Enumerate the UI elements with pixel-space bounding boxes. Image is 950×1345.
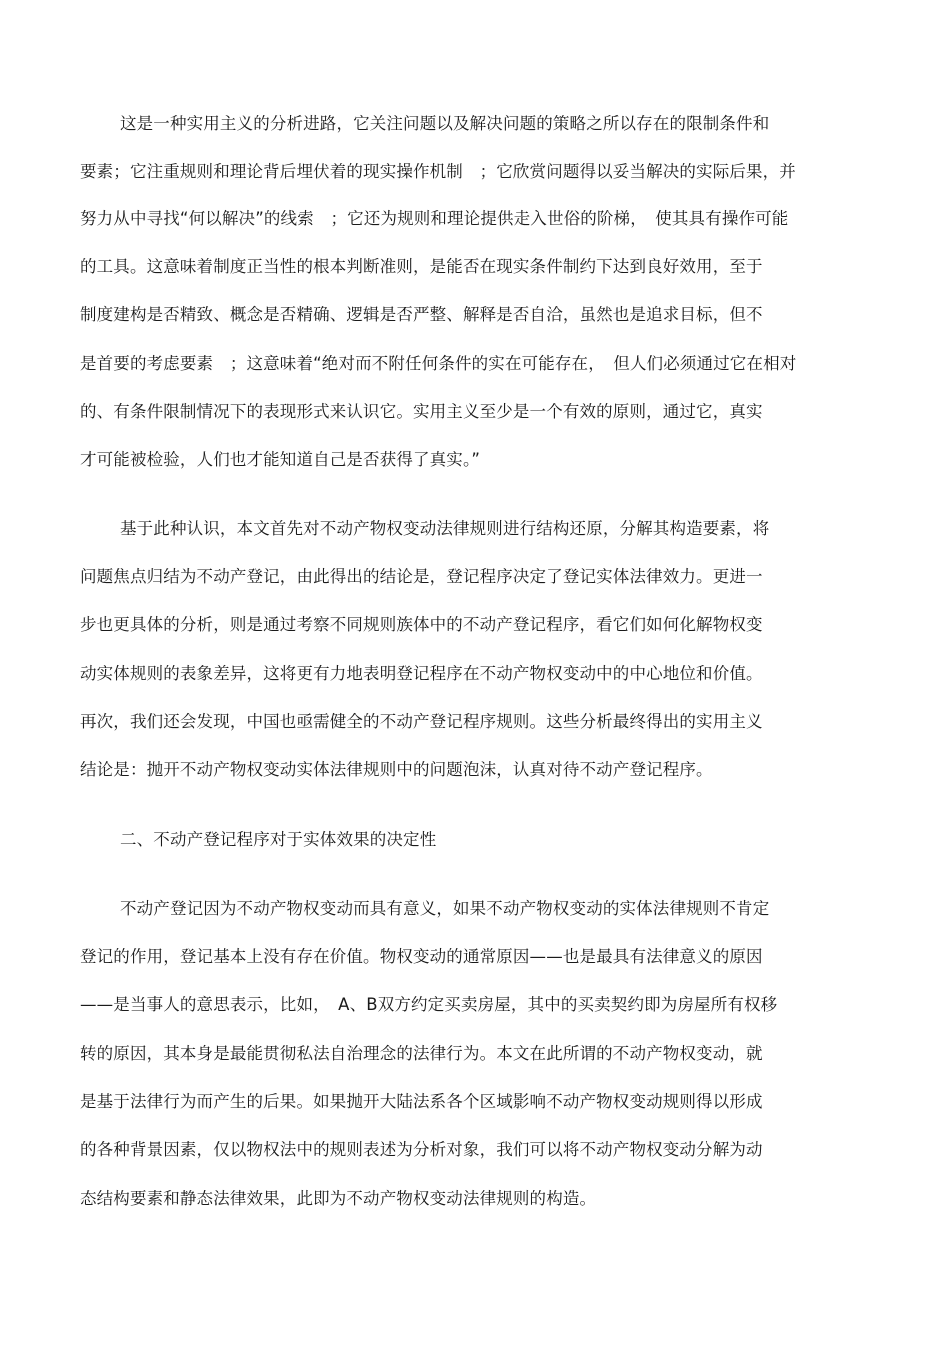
paragraph-line: 问题焦点归结为不动产登记，由此得出的结论是，登记程序决定了登记实体法律效力。更进一 xyxy=(80,567,763,586)
paragraph-line: 转的原因，其本身是最能贯彻私法自治理念的法律行为。本文在此所谓的不动产物权变动，就 xyxy=(80,1044,763,1063)
paragraph-line: 基于此种认识，本文首先对不动产物权变动法律规则进行结构还原，分解其构造要素，将 xyxy=(120,519,770,538)
paragraph-line: 的各种背景因素，仅以物权法中的规则表述为分析对象，我们可以将不动产物权变动分解为动 xyxy=(80,1140,763,1159)
paragraph-line: 动实体规则的表象差异，这将更有力地表明登记程序在不动产物权变动中的中心地位和价值。 xyxy=(80,664,763,683)
paragraph-line: 才可能被检验，人们也才能知道自己是否获得了真实。” xyxy=(80,450,481,469)
paragraph-line: 是基于法律行为而产生的后果。如果抛开大陆法系各个区域影响不动产物权变动规则得以形成 xyxy=(80,1092,763,1111)
paragraph-line: 是首要的考虑要素 ；这意味着“绝对而不附任何条件的实在可能存在， 但人们必须通过它在相对 xyxy=(80,354,797,373)
paragraph-line: 要素；它注重规则和理论背后埋伏着的现实操作机制 ；它欣赏问题得以妥当解决的实际后果，并 xyxy=(80,162,796,181)
paragraph-line: 步也更具体的分析，则是通过考察不同规则族体中的不动产登记程序，看它们如何化解物权变 xyxy=(80,615,763,634)
paragraph-line: 再次，我们还会发现，中国也亟需健全的不动产登记程序规则。这些分析最终得出的实用主义 xyxy=(80,712,763,731)
paragraph-line: 制度建构是否精致、概念是否精确、逻辑是否严整、解释是否自洽，虽然也是追求目标，但不 xyxy=(80,305,763,324)
paragraph-line: 不动产登记因为不动产物权变动而具有意义，如果不动产物权变动的实体法律规则不肯定 xyxy=(120,899,770,918)
section-heading: 二、不动产登记程序对于实体效果的决定性 xyxy=(120,830,437,849)
paragraph-line: 的、有条件限制情况下的表现形式来认识它。实用主义至少是一个有效的原则，通过它，真实 xyxy=(80,402,763,421)
paragraph-line: 的工具。这意味着制度正当性的根本判断准则，是能否在现实条件制约下达到良好效用，至于 xyxy=(80,257,763,276)
paragraph-line: 努力从中寻找“何以解决”的线索 ；它还为规则和理论提供走入世俗的阶梯， 使其具有操作可能 xyxy=(80,209,789,228)
paragraph-line: 登记的作用，登记基本上没有存在价值。物权变动的通常原因——也是最具有法律意义的原因 xyxy=(80,947,763,966)
paragraph-line: 态结构要素和静态法律效果，此即为不动产物权变动法律规则的构造。 xyxy=(80,1189,597,1208)
paragraph-line: 这是一种实用主义的分析进路，它关注问题以及解决问题的策略之所以存在的限制条件和 xyxy=(120,114,770,133)
paragraph-line: ——是当事人的意思表示，比如， A、B双方约定买卖房屋，其中的买卖契约即为房屋所有权移 xyxy=(80,995,778,1014)
paragraph-line: 结论是：抛开不动产物权变动实体法律规则中的问题泡沫，认真对待不动产登记程序。 xyxy=(80,760,713,779)
